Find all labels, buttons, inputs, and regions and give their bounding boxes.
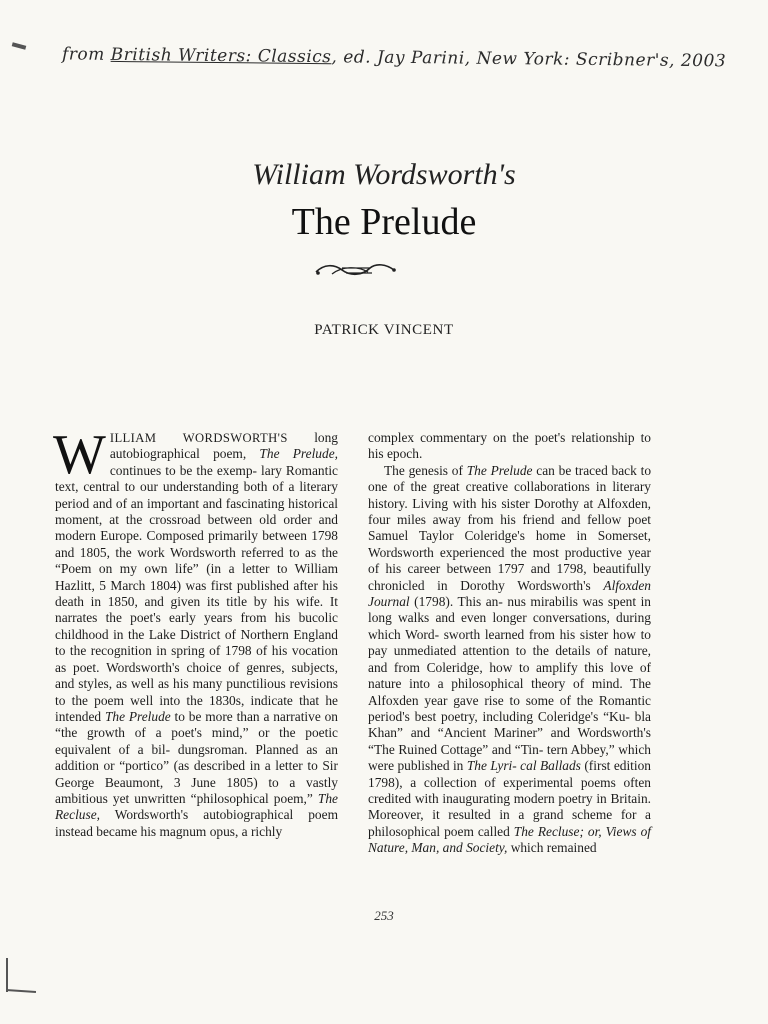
italic-title: The Prelude, xyxy=(259,446,338,462)
text-run: continues to be the exemp- lary Romantic text, central to our understanding both of a literary period and of an important and fascinating historical moment, at the crossroad between old order and modern Europe. Composed primarily between 1798 and 1805, the work Wordsworth referred to as the “Poem on my own life” (in a letter to William Hazlitt, 5 March 1804) was first published after his death in 1850, and given its title by his wife. It narrates the poet's early years from his bucolic childhood in the Lake District of Northern England to the recognition in spring of 1798 of his vocation as poet. Wordsworth's choice of genres, subjects, and styles, as well as his many punctilious revisions to the poem well into the 1830s, indicate that he intended xyxy=(55,462,338,724)
scan-artifact-left xyxy=(6,958,8,992)
note-rest: , ed. Jay Parini, New York: Scribner's, 2003 xyxy=(331,47,727,72)
text-run: to be more than a narrative on “the growth of a poet's mind,” or the poetic equivalent of a bil- dungsroman. Planned as an addition or “portico” (as described in a letter to Sir George Beaumont, 3 June 1805) to a vastly ambitious yet unwritten “philosophical poem,” xyxy=(55,708,338,806)
italic-title: The Prelude xyxy=(466,462,533,478)
text-run: long autobiographical poem, xyxy=(109,430,338,462)
article-column-left xyxy=(53,424,338,840)
note-prefix: from xyxy=(61,44,105,65)
article-column-right xyxy=(368,430,651,857)
drop-cap: W xyxy=(53,424,106,486)
text-run: which remained xyxy=(507,840,597,856)
page-title: The Prelude xyxy=(291,201,477,243)
page-number: 253 xyxy=(374,908,394,923)
italic-title: The Lyri- cal Ballads xyxy=(466,758,581,774)
smallcaps-opening: ILLIAM WORDSWORTH'S xyxy=(109,431,288,445)
italic-title: The Recluse, xyxy=(55,790,338,823)
text-run: The genesis of xyxy=(384,462,467,478)
scan-artifact-bottom xyxy=(6,989,36,993)
ornament-flourish-icon xyxy=(312,258,400,282)
italic-title: Alfoxden Journal xyxy=(368,577,651,610)
text-run: can be traced back to one of the great creative collaborations in literary history. Living with his sister Dorothy at Alfoxden, four miles away from his friend and fellow poet Samuel Taylor Coleridge's home in Somerset, Wordsworth experienced the most productive year of his career between 1797 and 1798, beautifully chronicled in Dorothy Wordsworth's xyxy=(368,462,652,593)
author-name: PATRICK VINCENT xyxy=(314,322,454,338)
text-run: (first edition 1798), a collection of experimental poems often credited with inaugurating modern poetry in Britain. Moreover, it resulted in a grand scheme for a philosophical poem called xyxy=(368,758,652,839)
paragraph xyxy=(368,463,651,857)
text-run: (1798). This an- nus mirabilis was spent in long walks and even longer conversations, during which Word- sworth learned from his sister how to pay unmediated attention to the details of nature, and from Coleridge, how to amplify this love of nature into a philosophical theory of mind. The Alfoxden year gave rise to some of the Romantic period's best poetry, including Coleridge's “Ku- bla Khan” and “Ancient Mariner” and Wordsworth's “The Ruined Cottage” and “Tin- tern Abbey,” which were published in xyxy=(368,594,651,774)
note-source-title: British Writers: Classics xyxy=(110,44,332,68)
paragraph: complex commentary on the poet's relationship to his epoch. xyxy=(368,430,651,462)
italic-title: The Prelude xyxy=(104,708,171,724)
title-line-1: William Wordsworth's xyxy=(252,158,516,191)
italic-title: The Recluse; or, Views of Nature, Man, and Society, xyxy=(368,823,651,856)
scan-artifact-top xyxy=(12,42,27,49)
paragraph xyxy=(53,424,338,840)
handwritten-citation-note xyxy=(62,44,752,71)
text-run: Wordsworth's autobiographical poem instead became his magnum opus, a richly xyxy=(55,807,338,839)
